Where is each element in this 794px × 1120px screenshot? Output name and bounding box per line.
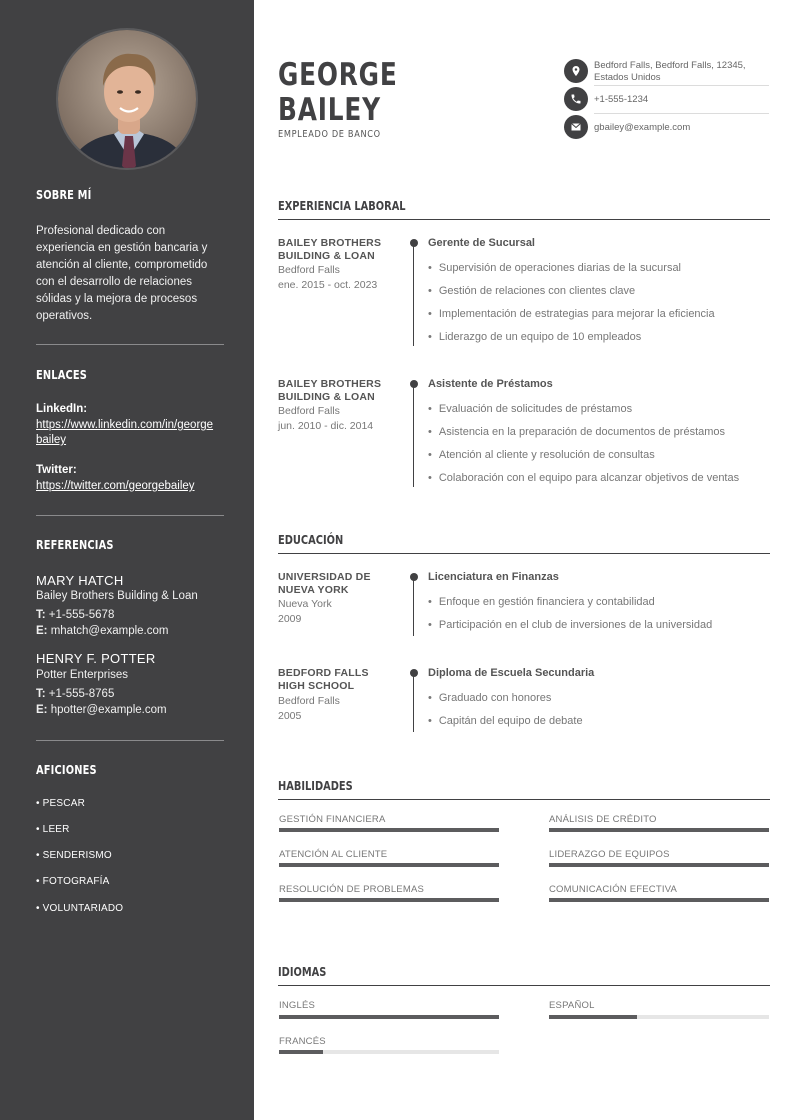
skill-label: ANÁLISIS DE CRÉDITO: [549, 814, 657, 825]
timeline-line: [413, 576, 414, 636]
job-dates: jun. 2010 - dic. 2014: [278, 420, 374, 432]
degree: Licenciatura en Finanzas: [428, 571, 559, 583]
reference-company: Potter Enterprises: [36, 669, 129, 681]
skill-bar: [549, 898, 769, 902]
language-bar: [279, 1015, 499, 1019]
reference-email: E: mhatch@example.com: [36, 625, 169, 637]
phone-icon: [564, 87, 588, 111]
envelope-icon: [564, 115, 588, 139]
job-location: Bedford Falls: [278, 264, 340, 276]
school: BEDFORD FALLS HIGH SCHOOL: [278, 667, 369, 692]
profile-photo: [56, 28, 198, 170]
reference-name: MARY HATCH: [36, 573, 124, 588]
hobby-item: • FOTOGRAFÍA: [36, 876, 110, 887]
timeline-dot: [410, 239, 418, 247]
divider: [36, 344, 224, 345]
hobby-item: • SENDERISMO: [36, 850, 112, 861]
skill-label: RESOLUCIÓN DE PROBLEMAS: [279, 884, 425, 895]
skill-bar: [549, 863, 769, 867]
reference-email: E: hpotter@example.com: [36, 704, 167, 716]
school-year: 2009: [278, 613, 302, 625]
hobbies-heading: AFICIONES: [36, 763, 97, 777]
skill-label: ATENCIÓN AL CLIENTE: [279, 849, 388, 860]
timeline-line: [413, 242, 414, 346]
hobby-item: • PESCAR: [36, 798, 86, 809]
reference-name: HENRY F. POTTER: [36, 651, 156, 666]
language-label: FRANCÉS: [279, 1036, 326, 1047]
job-bullet: • Atención al cliente y resolución de consultas: [428, 449, 655, 461]
last-name: BAILEY: [278, 92, 381, 128]
section-rule: [278, 219, 770, 220]
first-name: GEORGE: [278, 57, 398, 93]
education-heading: EDUCACIÓN: [278, 533, 344, 547]
employer: BAILEY BROTHERS BUILDING & LOAN: [278, 237, 382, 262]
job-title: Gerente de Sucursal: [428, 237, 535, 249]
languages-heading: IDIOMAS: [278, 965, 327, 979]
phone: +1-555-1234: [594, 94, 649, 105]
language-label: ESPAÑOL: [549, 1000, 595, 1011]
job-bullet: • Asistencia en la preparación de documentos de préstamos: [428, 426, 725, 438]
job-location: Bedford Falls: [278, 405, 340, 417]
links-heading: ENLACES: [36, 368, 88, 382]
skill-label: LIDERAZGO DE EQUIPOS: [549, 849, 670, 860]
job-bullet: • Evaluación de solicitudes de préstamos: [428, 403, 632, 415]
language-label: INGLÉS: [279, 1000, 316, 1011]
linkedin-link[interactable]: https://www.linkedin.com/in/georgebailey: [36, 419, 214, 446]
edu-bullet: • Graduado con honores: [428, 692, 551, 704]
reference-company: Bailey Brothers Building & Loan: [36, 590, 198, 602]
job-dates: ene. 2015 - oct. 2023: [278, 279, 378, 291]
skill-label: GESTIÓN FINANCIERA: [279, 814, 386, 825]
timeline-line: [413, 672, 414, 732]
school-location: Bedford Falls: [278, 695, 340, 707]
language-bar: [549, 1015, 769, 1019]
divider: [36, 515, 224, 516]
about-heading: SOBRE MÍ: [36, 188, 92, 202]
skill-bar: [279, 828, 499, 832]
reference-phone: T: +1-555-5678: [36, 609, 115, 621]
job-bullet: • Supervisión de operaciones diarias de la sucursal: [428, 262, 681, 274]
section-rule: [278, 985, 770, 986]
hobby-item: • LEER: [36, 824, 70, 835]
timeline-dot: [410, 669, 418, 677]
job-bullet: • Liderazgo de un equipo de 10 empleados: [428, 331, 641, 343]
skills-heading: HABILIDADES: [278, 779, 353, 793]
job-title: EMPLEADO DE BANCO: [278, 129, 381, 140]
divider: [36, 740, 224, 741]
section-rule: [278, 553, 770, 554]
location-pin-icon: [564, 59, 588, 83]
linkedin-label: LinkedIn:: [36, 403, 88, 415]
skill-label: COMUNICACIÓN EFECTIVA: [549, 884, 678, 895]
twitter-link[interactable]: https://twitter.com/georgebailey: [36, 480, 195, 492]
address: Bedford Falls, Bedford Falls, 12345, Estados Unidos: [594, 60, 746, 83]
language-bar: [279, 1050, 499, 1054]
divider: [594, 85, 769, 86]
edu-bullet: • Participación en el club de inversiones de la universidad: [428, 619, 712, 631]
school: UNIVERSIDAD DE NUEVA YORK: [278, 571, 371, 596]
reference-phone: T: +1-555-8765: [36, 688, 115, 700]
email[interactable]: gbailey@example.com: [594, 122, 691, 133]
job-bullet: • Colaboración con el equipo para alcanzar objetivos de ventas: [428, 472, 739, 484]
section-rule: [278, 799, 770, 800]
divider: [594, 113, 769, 114]
experience-heading: EXPERIENCIA LABORAL: [278, 199, 406, 213]
hobby-item: • VOLUNTARIADO: [36, 903, 124, 914]
employer: BAILEY BROTHERS BUILDING & LOAN: [278, 378, 382, 403]
timeline-dot: [410, 380, 418, 388]
edu-bullet: • Capitán del equipo de debate: [428, 715, 583, 727]
job-title: Asistente de Préstamos: [428, 378, 553, 390]
edu-bullet: • Enfoque en gestión financiera y contabilidad: [428, 596, 655, 608]
sidebar: [0, 0, 254, 1120]
skill-bar: [549, 828, 769, 832]
job-bullet: • Implementación de estrategias para mejorar la eficiencia: [428, 308, 715, 320]
twitter-label: Twitter:: [36, 464, 77, 476]
skill-bar: [279, 898, 499, 902]
skill-bar: [279, 863, 499, 867]
degree: Diploma de Escuela Secundaria: [428, 667, 595, 679]
school-location: Nueva York: [278, 598, 332, 610]
references-heading: REFERENCIAS: [36, 538, 114, 552]
job-bullet: • Gestión de relaciones con clientes clave: [428, 285, 635, 297]
timeline-line: [413, 383, 414, 487]
about-text: Profesional dedicado con experiencia en gestión bancaria y atención al cliente, comprometido con el desarrollo de relaciones sólidas y la mejora de procesos operativos.: [36, 225, 208, 322]
school-year: 2005: [278, 710, 302, 722]
timeline-dot: [410, 573, 418, 581]
